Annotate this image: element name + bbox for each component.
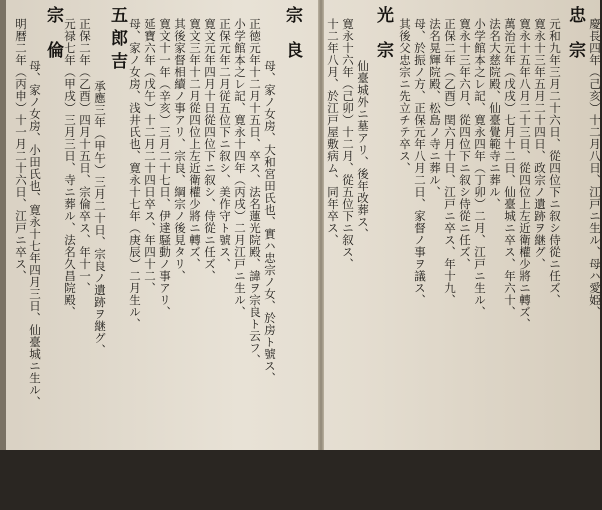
right-line-9: 法名晃輝院殿、松島ノ寺ニ葬ル、: [428, 18, 442, 198]
right-heading-2: 光 宗: [373, 6, 393, 64]
left-heading-1: 宗 良: [282, 6, 302, 64]
right-line-12: 仙臺城外ニ墓アリ、後年改葬ス、: [356, 60, 370, 240]
right-line-2: 寛永十三年五月二十四日、政宗ノ遺跡ヲ継グ、: [533, 18, 547, 270]
right-line-8: 正保二年（乙酉）閏六月十日、江戸ニ卒ス、年十九、: [443, 18, 457, 306]
right-line-5: 法名大慈院殿、仙臺覺範寺ニ葬ル、: [488, 18, 502, 210]
left-line-12: 元禄七年（甲戌）三月三日、寺ニ葬ル、法名久昌院殿、: [63, 18, 77, 318]
right-heading-1: 忠 宗: [565, 6, 585, 64]
left-line-2: 小学館本之レ記、寛永十四年（丙戌）二月江戸ニ生ル、: [233, 18, 247, 318]
left-line-7: 寛文十一年（辛亥）三月二十七日、伊達騒動ノ事アリ、: [158, 18, 172, 318]
right-line-10: 母、於振ノ方、正保元年八月二日、家督ノ事ヲ議ス、: [413, 18, 427, 306]
right-line-4: 萬治元年（戊戌）七月十二日、仙臺城ニ卒ス、年六十、: [503, 18, 517, 318]
left-line-8: 延寶六年（戊午）十二月二十四日卒ス、年四十二、: [143, 18, 157, 294]
left-heading-3: 宗 倫: [43, 6, 63, 64]
left-line-9: 母、家ノ女房、浅井氏也、寛永十七年（庚辰）二月生ル、: [128, 18, 142, 330]
book-edge: [0, 0, 6, 450]
right-line-1: 元和九年三月二十六日、從四位下ニ叙シ侍從ニ任ズ、: [548, 18, 562, 306]
left-line-1: 正徳元年十二月十五日、卒ス、法名蓮光院殿、諱ヲ宗良ト云フ、: [248, 18, 262, 366]
left-line-5: 寛文三年十二月從四位上左近衛權少將ニ轉ズ、: [188, 18, 202, 270]
left-line-4: 寛文元年四月十日從四位下ニ叙シ、侍從ニ任ズ、: [203, 18, 217, 282]
left-heading-2: 五郎吉: [107, 6, 127, 75]
left-line-6: 其後家督相續ノ事アリ、宗良、綱宗ノ後見タリ、: [173, 18, 187, 282]
right-line-13: 寛永十六年（己卯）十二月、從五位下ニ叙ス、: [341, 18, 355, 270]
left-line-11: 正保二年（乙酉）四月十五日、宗倫卒ス、年十一、: [78, 18, 92, 294]
left-line-10: 承應三年（甲午）三月二十日、宗良ノ遺跡ヲ継グ、: [93, 80, 107, 356]
right-line-7: 寛永十三年六月、從四位下ニ叙シ侍從ニ任ズ、: [458, 18, 472, 270]
left-line-14: 明暦二年（丙申）十一月二十六日、江戸ニ卒ス、: [14, 18, 28, 282]
right-line-3: 寛永十五年八月二十三日、從四位上左近衛權少將ニ轉ズ、: [518, 18, 532, 330]
right-line-14: 十二年八月、於江戸屋敷病ム、同年卒ス、: [326, 18, 340, 246]
left-line-0: 母、家ノ女房、大和宮田氏也、實ハ忠宗ノ女、於房ト號ス、: [263, 60, 277, 384]
book-gutter: [318, 0, 324, 450]
left-line-13: 母、家ノ女房、小田氏也、寛永十七年四月三日、仙臺城ニ生ル、: [28, 60, 42, 408]
right-line-0: 慶長四年（己亥）十二月八日、江戸ニ生ル、母ハ愛姫、: [588, 18, 602, 318]
left-line-3: 正保元年二月従五位下ニ叙シ、美作守ト號ス、: [218, 18, 232, 270]
right-line-6: 小学館本之レ記、寛永四年（丁卯）二月、江戸ニ生ル、: [473, 18, 487, 318]
right-line-11: 其後父忠宗ニ先立チテ卒ス、: [398, 18, 412, 174]
